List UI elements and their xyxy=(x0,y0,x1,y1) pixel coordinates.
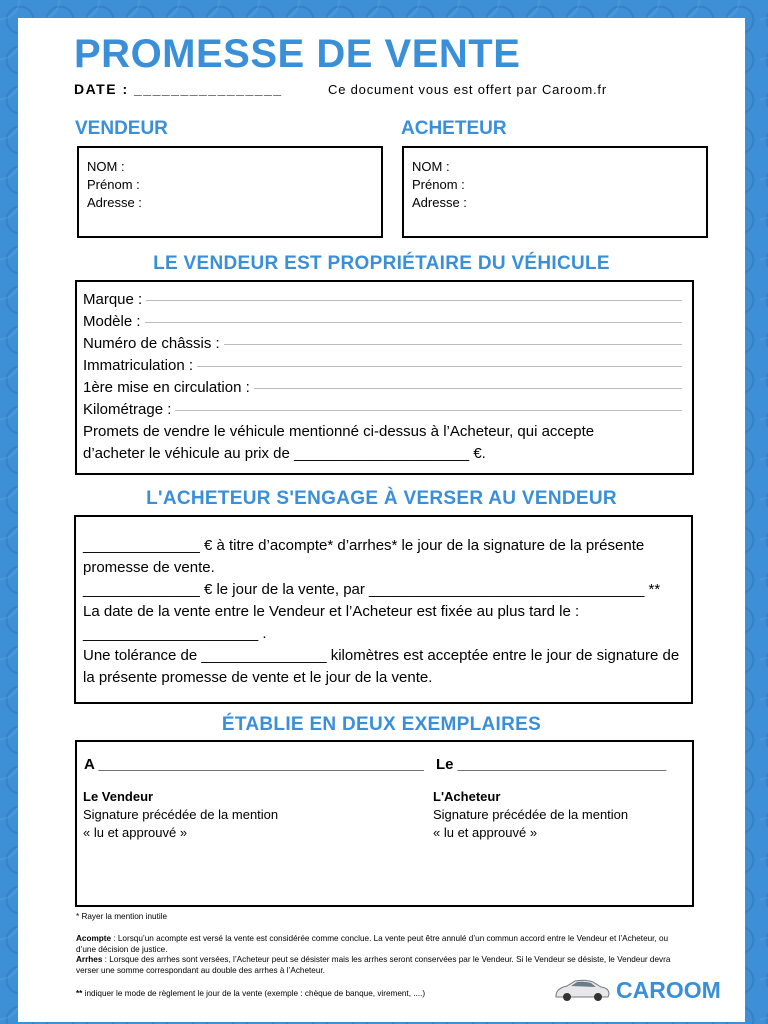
note-arrhes: Arrhes : Lorsque des arrhes sont versées, l’Acheteur peut se désister mais les arrhes seront conservées par le Vendeur. Si le Vendeur se désiste, le Vendeur devra verser une somme correspondant au double des arrhes à l’Acheteur. xyxy=(76,955,671,975)
acheteur-nom: NOM : xyxy=(412,159,450,174)
vendeur-nom: NOM : xyxy=(87,159,125,174)
car-icon xyxy=(553,978,611,1002)
signature-box xyxy=(75,740,694,907)
acheteur-box xyxy=(402,146,708,238)
payment-line-4: Une tolérance de _______________ kilomètres est acceptée entre le jour de signature de la présente promesse de vente et le jour de la vente. xyxy=(83,647,680,686)
note-acompte: Acompte : Lorsqu’un acompte est versé la vente est considérée comme conclue. La vente peut être annulé d’un commun accord entre le Vendeur et l’Acheteur, ou d’une décision de justice. xyxy=(76,934,669,954)
buyer-signature xyxy=(433,788,628,842)
signature-heading: ÉTABLIE EN DEUX EXEMPLAIRES xyxy=(221,714,542,735)
date-field: DATE : ________________ xyxy=(74,81,283,97)
payment-line-1: ______________ € à titre d’acompte* d’arrhes* le jour de la signature de la présente promesse de vente. xyxy=(83,537,645,576)
vehicle-field: Marque : xyxy=(83,289,686,311)
note-payment-mode: ** indiquer le mode de règlement le jour de la vente (exemple : chèque de banque, virement, ....) xyxy=(76,989,426,998)
vendeur-heading: VENDEUR xyxy=(75,118,168,139)
seller-mention: Signature précédée de la mention xyxy=(83,807,279,822)
vehicle-field: Numéro de châssis : xyxy=(83,333,686,355)
vehicle-field: Kilométrage : xyxy=(83,399,686,421)
seller-title: Le Vendeur xyxy=(83,789,154,804)
acheteur-prenom: Prénom : xyxy=(412,177,465,192)
note-strike: * Rayer la mention inutile xyxy=(76,912,168,921)
vendeur-box xyxy=(77,146,383,238)
vehicle-promise-line1: Promets de vendre le véhicule mentionné ci-dessus à l’Acheteur, qui accepte xyxy=(83,423,595,440)
page-title: PROMESSE DE VENTE xyxy=(74,32,521,76)
signature-date: Le _________________________ xyxy=(436,756,667,773)
vehicle-field: Immatriculation : xyxy=(83,355,686,377)
buyer-mention: Signature précédée de la mention xyxy=(433,807,629,822)
vehicle-promise-line2: d’acheter le véhicule au prix de _____________________ €. xyxy=(83,445,486,462)
seller-mention: « lu et approuvé » xyxy=(83,825,188,840)
buyer-title: L'Acheteur xyxy=(433,789,501,804)
vehicle-box xyxy=(75,280,694,475)
payment-box xyxy=(74,515,693,704)
signature-place: A _______________________________________ xyxy=(84,756,424,773)
payment-line-2: ______________ € le jour de la vente, par _________________________________ ** xyxy=(83,581,661,598)
buyer-mention: « lu et approuvé » xyxy=(433,825,538,840)
caroom-logo: CAROOM xyxy=(616,977,721,1003)
vendeur-adresse: Adresse : xyxy=(87,195,142,210)
vehicle-field: Modèle : xyxy=(83,311,686,333)
payment-line-3: La date de la vente entre le Vendeur et l’Acheteur est fixée au plus tard le : _____________________ . xyxy=(83,603,580,642)
vendeur-prenom: Prénom : xyxy=(87,177,140,192)
offer-text: Ce document vous est offert par Caroom.fr xyxy=(328,82,607,97)
acheteur-heading: ACHETEUR xyxy=(401,118,507,139)
document-page xyxy=(18,18,745,1022)
vehicle-field: 1ère mise en circulation : xyxy=(83,377,686,399)
vehicle-heading: LE VENDEUR EST PROPRIÉTAIRE DU VÉHICULE xyxy=(153,253,610,274)
acheteur-adresse: Adresse : xyxy=(412,195,467,210)
seller-signature xyxy=(83,788,278,842)
payment-heading: L'ACHETEUR S'ENGAGE À VERSER AU VENDEUR xyxy=(146,488,617,509)
